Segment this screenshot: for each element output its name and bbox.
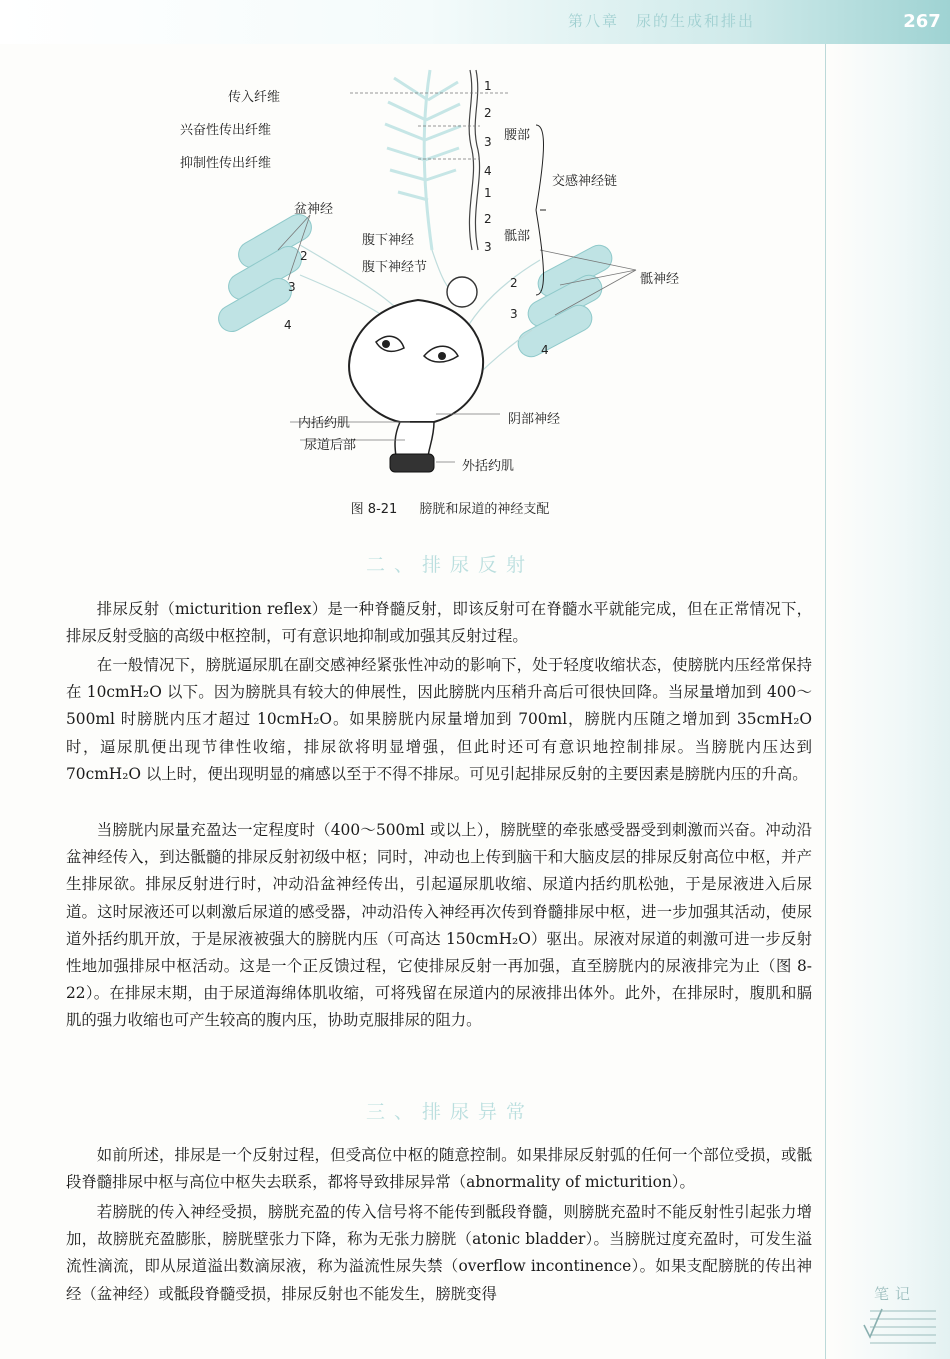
notes-margin xyxy=(832,44,950,1359)
margin-divider xyxy=(825,44,826,1359)
segment-number: 4 xyxy=(484,164,492,178)
external-sphincter-shape xyxy=(390,454,434,472)
right-root-number: 4 xyxy=(541,343,549,357)
spinal-cord-outline xyxy=(469,70,479,250)
figure-caption xyxy=(0,498,900,517)
left-root-number: 4 xyxy=(284,318,292,332)
notes-pencil-icon xyxy=(860,1305,940,1349)
right-root-number: 2 xyxy=(510,276,518,290)
segment-number: 2 xyxy=(484,212,492,226)
paragraph: 如前所述，排尿是一个反射过程，但受高位中枢的随意控制。如果排尿反射弧的任何一个部位受损，或骶段脊髓排尿中枢与高位中枢失去联系，都将导致排尿异常（abnormality of micturition）。 xyxy=(66,1146,812,1192)
segment-number: 1 xyxy=(484,186,492,200)
label-sacral-nerve: 骶神经 xyxy=(640,272,680,287)
label-hypogastric-nerve: 腹下神经 xyxy=(362,233,415,248)
label-external-sphincter: 外括约肌 xyxy=(462,459,515,474)
label-pudendal-nerve: 阴部神经 xyxy=(508,412,561,427)
label-afferent-fiber: 传入纤维 xyxy=(228,90,281,105)
label-sympathetic-chain: 交感神经链 xyxy=(552,174,618,189)
right-root-number: 3 xyxy=(510,307,518,321)
label-internal-sphincter: 内括约肌 xyxy=(298,416,351,431)
hypogastric-ganglion xyxy=(447,277,477,307)
paragraph: 当膀胱内尿量充盈达一定程度时（400～500ml 或以上），膀胱壁的牵张感受器受到刺激而兴奋。冲动沿盆神经传入，到达骶髓的排尿反射初级中枢；同时，冲动也上传到脑干和大脑皮层的排尿反射高位中枢，并产生排尿欲。排尿反射进行时，冲动沿盆神经传出，引起逼尿肌收缩、尿道内括约肌松弛，于是尿液进入后尿道。这时尿液还可以刺激后尿道的感受器，冲动沿传入神经再次传到脊髓排尿中枢，进一步加强其活动，使尿道外括约肌开放，于是尿液被强大的膀胱内压（可高达 150cmH₂O）驱出。尿液对尿道的刺激可进一步反射性地加强排尿中枢活动。这是一个正反馈过程，它使排尿反射一再加强，直至膀胱内的尿液排完为止（图 8-22）。在排尿末期，由于尿道海绵体肌收缩，可将残留在尿道内的尿液排出体外。此外，在排尿时，腹肌和膈肌的强力收缩也可产生较高的腹内压，协助克服排尿的阻力。 xyxy=(66,821,812,1030)
sympathetic-trunk xyxy=(385,70,461,250)
left-root-number: 2 xyxy=(300,249,308,263)
label-lumbar: 腰部 xyxy=(504,128,531,143)
caption-text: 膀胱和尿道的神经支配 xyxy=(419,502,550,517)
paragraph: 排尿反射（micturition reflex）是一种脊髓反射，即该反射可在脊髓水平就能完成，但在正常情况下，排尿反射受脑的高级中枢控制，可有意识地抑制或加强其反射过程。 xyxy=(66,600,812,646)
label-inhibitory-efferent: 抑制性传出纤维 xyxy=(180,156,272,171)
page-header xyxy=(0,0,950,44)
segment-number: 3 xyxy=(484,240,492,254)
segment-number: 3 xyxy=(484,135,492,149)
paragraph: 若膀胱的传入神经受损，膀胱充盈的传入信号将不能传到骶段脊髓，则膀胱充盈时不能反射性引起张力增加，故膀胱充盈膨胀，膀胱壁张力下降，称为无张力膀胱（atonic bladder）。当膀胱过度充盈时，可发生溢流性滴流，即从尿道溢出数滴尿液，称为溢流性尿失禁（overflow incontinence）。如果支配膀胱的传出神经（盆神经）或骶段脊髓受损，排尿反射也不能发生，膀胱变得 xyxy=(66,1203,812,1303)
notes-label: 笔记 xyxy=(874,1285,917,1303)
caption-number: 图 8-21 xyxy=(350,502,398,517)
section-title-micturition-reflex: 二、排尿反射 xyxy=(365,554,534,576)
bladder xyxy=(349,300,483,422)
segment-number: 1 xyxy=(484,79,492,93)
label-excitatory-efferent: 兴奋性传出纤维 xyxy=(180,123,272,138)
section-title-micturition-abnormality: 三、排尿异常 xyxy=(365,1101,534,1123)
chapter-title: 第八章 尿的生成和排出 xyxy=(568,12,756,30)
left-root-number: 3 xyxy=(288,280,296,294)
page-number: 267 xyxy=(903,11,941,32)
label-posterior-urethra: 尿道后部 xyxy=(304,438,357,453)
label-sacral: 骶部 xyxy=(504,229,531,244)
paragraph: 在一般情况下，膀胱逼尿肌在副交感神经紧张性冲动的影响下，处于轻度收缩状态，使膀胱内压经常保持在 10cmH₂O 以下。因为膀胱具有较大的伸展性，因此膀胱内压稍升高后可很快回降。当尿量增加到 400～500ml 时膀胱内压才超过 10cmH₂O。如果膀胱内尿量增加到 700ml，膀胱内压随之增加到 35cmH₂O 时，逼尿肌便出现节律性收缩，排尿欲将明显增强，但此时还可有意识地控制排尿。当膀胱内压达到 70cmH₂O 以上时，便出现明显的痛感以至于不得不排尿。可见引起排尿反射的主要因素是膀胱内压的升高。 xyxy=(66,656,812,783)
segment-number: 2 xyxy=(484,106,492,120)
label-pelvic-nerve: 盆神经 xyxy=(294,202,334,217)
label-hypogastric-ganglion: 腹下神经节 xyxy=(362,260,428,275)
